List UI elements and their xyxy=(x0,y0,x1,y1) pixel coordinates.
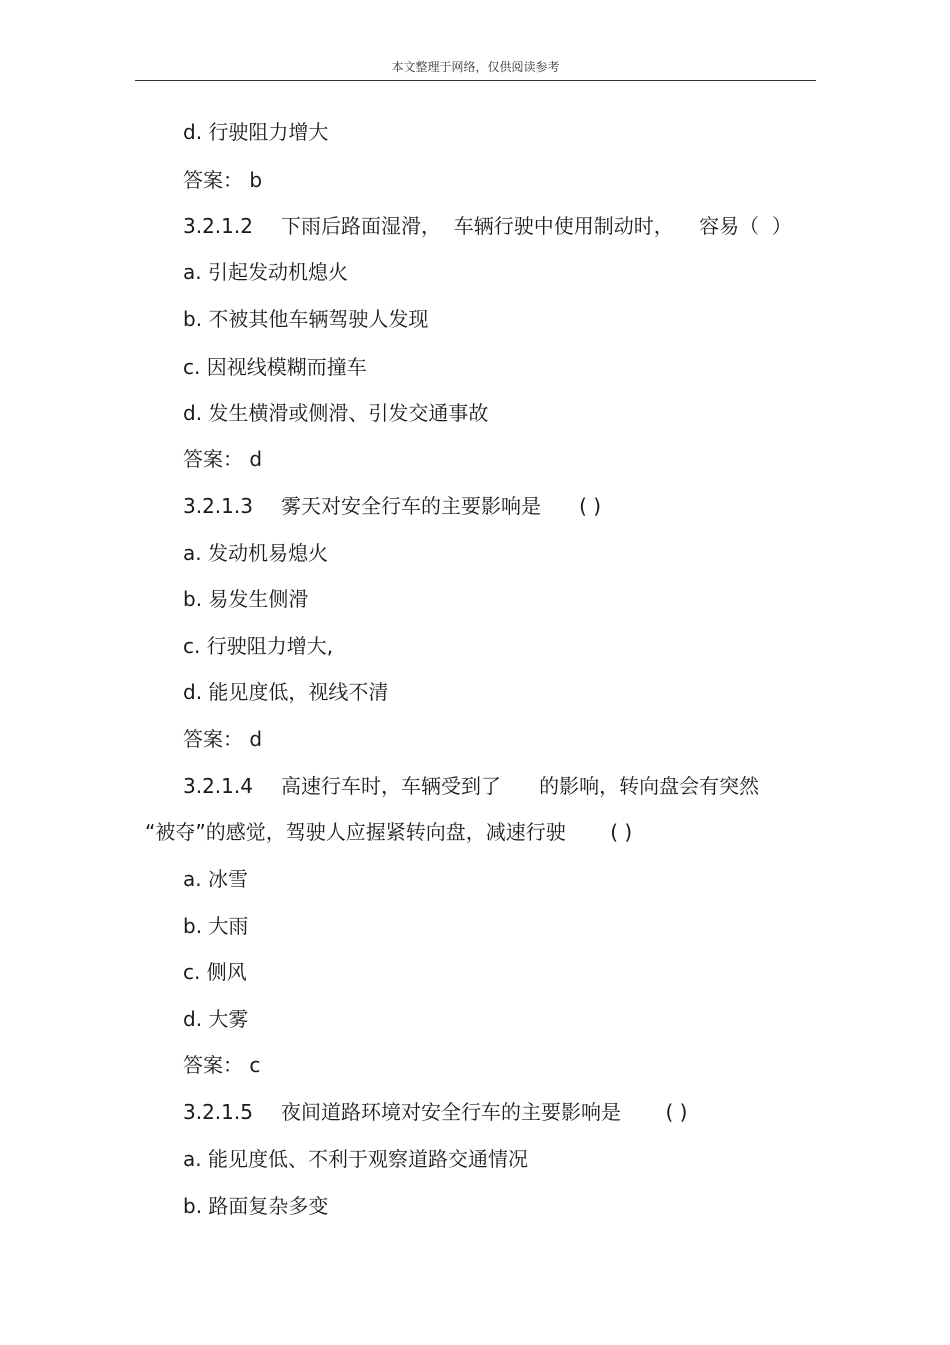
answer-line: 答案： b xyxy=(183,168,263,192)
option-line: d. 行驶阻力增大 xyxy=(183,120,329,144)
question-text: 夜间道路环境对安全行车的主要影响是 ( ) xyxy=(281,1100,688,1124)
question-text: 雾天对安全行车的主要影响是 ( ) xyxy=(281,494,602,518)
option-line: b. 易发生侧滑 xyxy=(183,587,309,611)
answer-line: 答案： d xyxy=(183,447,263,471)
question-line xyxy=(183,772,759,800)
question-line xyxy=(183,212,792,240)
question-text: 下雨后路面湿滑， 车辆行驶中使用制动时， 容易（ ） xyxy=(281,214,792,238)
option-line: c. 行驶阻力增大, xyxy=(183,634,334,658)
page-header: 本文整理于网络，仅供阅读参考 xyxy=(391,60,560,74)
question-line xyxy=(183,492,601,520)
option-line: a. 能见度低、不利于观察道路交通情况 xyxy=(183,1147,528,1171)
header-divider xyxy=(135,80,816,81)
option-line: b. 大雨 xyxy=(183,914,249,938)
option-line: d. 发生横滑或侧滑、引发交通事故 xyxy=(183,401,489,425)
question-line xyxy=(183,1098,687,1126)
answer-line: 答案： d xyxy=(183,727,263,751)
option-line: b. 路面复杂多变 xyxy=(183,1194,329,1218)
question-number: 3.2.1.2 xyxy=(183,214,253,238)
option-line: d. 大雾 xyxy=(183,1007,249,1031)
option-line: c. 因视线模糊而撞车 xyxy=(183,355,367,379)
answer-line: 答案： c xyxy=(183,1053,261,1077)
question-number: 3.2.1.3 xyxy=(183,494,253,518)
option-line: b. 不被其他车辆驾驶人发现 xyxy=(183,307,429,331)
option-line: a. 引起发动机熄火 xyxy=(183,260,348,284)
question-number: 3.2.1.5 xyxy=(183,1100,253,1124)
option-line: c. 侧风 xyxy=(183,960,247,984)
option-line: a. 发动机易熄火 xyxy=(183,541,328,565)
question-text: 高速行车时，车辆受到了 的影响，转向盘会有突然 xyxy=(281,774,760,798)
option-line: a. 冰雪 xyxy=(183,867,248,891)
option-line: d. 能见度低，视线不清 xyxy=(183,680,389,704)
question-number: 3.2.1.4 xyxy=(183,774,253,798)
question-continuation: “被夺”的感觉，驾驶人应握紧转向盘，减速行驶 ( ) xyxy=(145,820,633,844)
